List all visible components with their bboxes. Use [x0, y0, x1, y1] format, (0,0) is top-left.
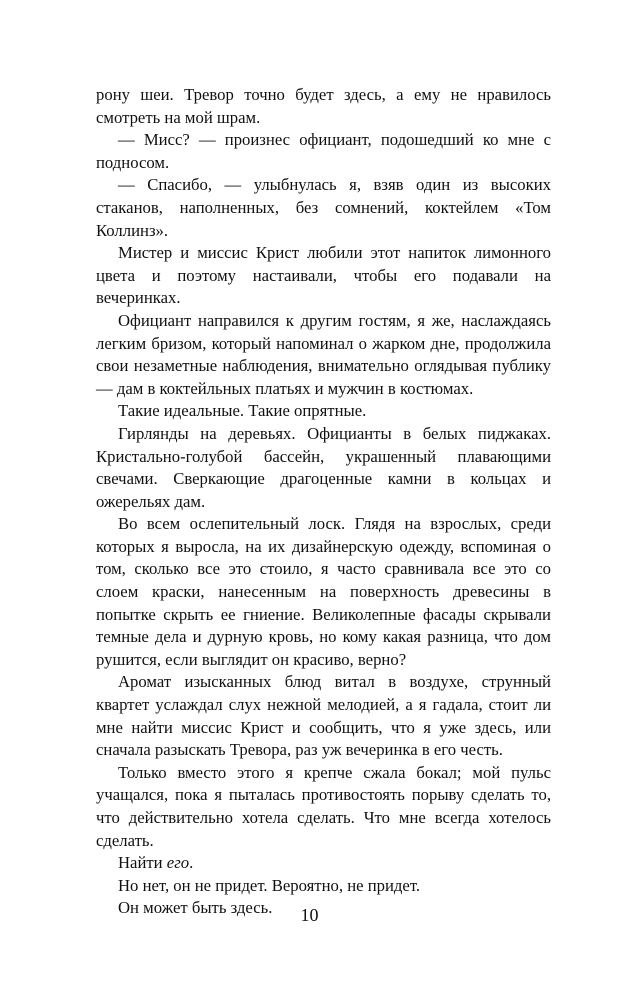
paragraph-13: Он может быть здесь. [118, 898, 273, 918]
paragraph-3: — Спасибо, — улыбнулась я, взяв один из высоких стаканов, наполненных, без сомнений, коктейлем «Том Коллинз». [96, 175, 551, 240]
paragraph-11 [96, 852, 551, 875]
paragraph-11-italic: его [166, 853, 190, 873]
paragraph-8: Во всем ослепительный лоск. Глядя на взрослых, среди которых я выросла, на их дизайнерскую одежду, вспоминая о том, сколько все это стоило, я часто сравнивала все это со слоем краски, нанесенным на поверхность древесины в попытке скрыть ее гниение. Великолепные фасады скрывали темные дела и дурную кровь, но кому какая разница, что дом рушится, если выглядит он красиво, верно? [96, 514, 551, 669]
book-page-text [96, 84, 551, 920]
page-number: 10 [300, 905, 319, 925]
paragraph-5: Официант направился к другим гостям, я же, наслаждаясь легким бризом, который напоминал о жарком дне, продолжила свои незаметные наблюдения, внимательно оглядывая публику — дам в коктейльных платьях и мужчин в костюмах. [96, 310, 551, 398]
paragraph-12: Но нет, он не придет. Вероятно, не придет. [118, 875, 421, 895]
paragraph-9: Аромат изысканных блюд витал в воздухе, струнный квартет услаждал слух нежной мелодией, а я гадала, стоит ли мне найти миссис Крист и сообщить, что я уже здесь, или сначала разыскать Тревора, раз уж вечеринка в его честь. [96, 672, 551, 760]
paragraph-1: рону шеи. Тревор точно будет здесь, а ему не нравилось смотреть на мой шрам. [96, 85, 551, 127]
paragraph-7: Гирлянды на деревьях. Официанты в белых пиджаках. Кристально-голубой бассейн, украшенный плавающими свечами. Сверкающие драгоценные камни в кольцах и ожерельях дам. [96, 423, 551, 511]
paragraph-10: Только вместо этого я крепче сжала бокал; мой пульс учащался, пока я пыталась противостоять порыву сделать то, что действительно хотела сделать. Что мне всегда хотелось сделать. [96, 762, 551, 850]
paragraph-11-before: Найти [118, 853, 167, 873]
paragraph-4: Мистер и миссис Крист любили этот напиток лимонного цвета и поэтому настаивали, чтобы его подавали на вечеринках. [96, 243, 551, 308]
paragraph-6: Такие идеальные. Такие опрятные. [118, 401, 367, 421]
paragraph-11-after: . [189, 853, 194, 873]
paragraph-2: — Мисс? — произнес официант, подошедший ко мне с подносом. [96, 130, 551, 172]
